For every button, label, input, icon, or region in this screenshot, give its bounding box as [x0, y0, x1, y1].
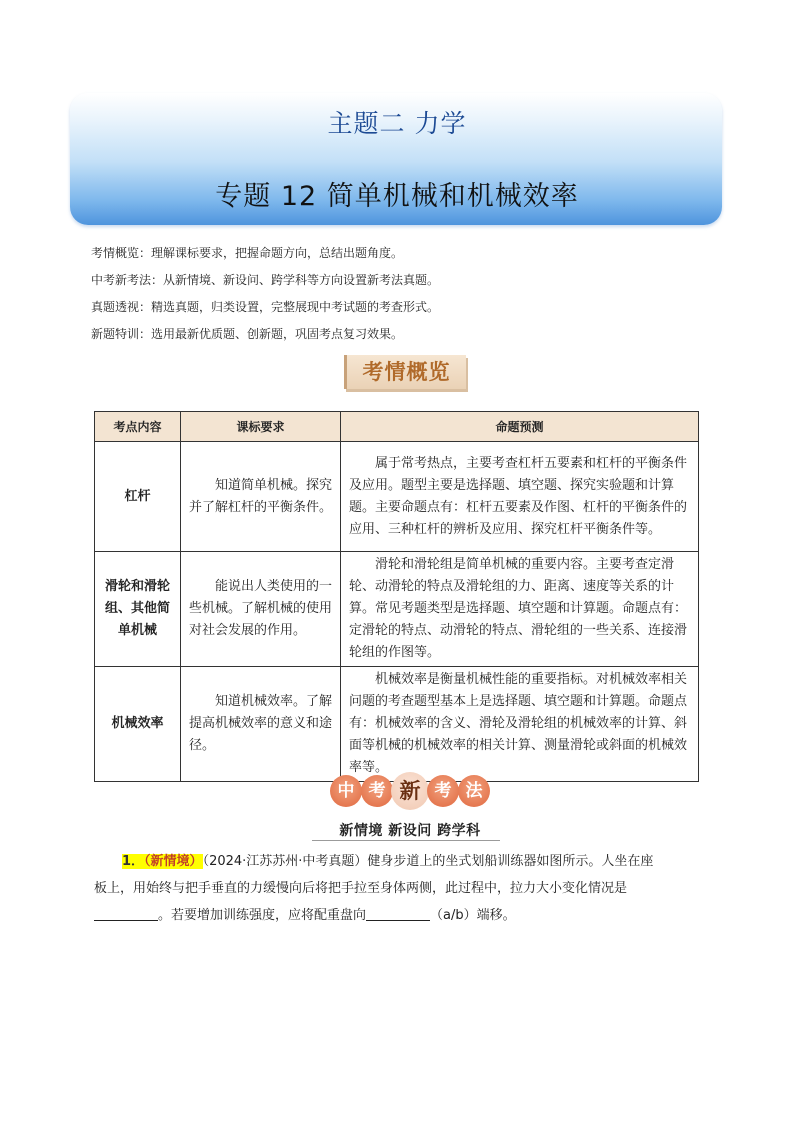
intro-line-real-questions: 真题透视：精选真题，归类设置，完整展现中考试题的考查形式。 [91, 300, 440, 314]
table-header-row [95, 412, 699, 442]
question-line [94, 848, 702, 875]
topic-cell: 机械效率 [95, 667, 181, 782]
prediction-cell: 滑轮和滑轮组是简单机械的重要内容。主要考查定滑轮、动滑轮的特点及滑轮组的力、距离、速度等关系的计算。常见考题类型是选择题、填空题和计算题。命题点有：定滑轮的特点、动滑轮的特点、滑轮组的一些关系、连接滑轮组的作图等。 [341, 552, 699, 667]
prediction-cell: 机械效率是衡量机械性能的重要指标。对机械效率相关问题的考查题型基本上是选择题、填空题和计算题。命题点有：机械效率的含义、滑轮及滑轮组的机械效率的计算、斜面等机械的机械效率的相关计算、测量滑轮或斜面的机械效率等。 [341, 667, 699, 782]
topic-cell: 滑轮和滑轮组、其他简单机械 [95, 552, 181, 667]
topic-title: 专题 12 简单机械和机械效率 [215, 181, 579, 212]
theme-title: 主题二 力学 [327, 109, 467, 138]
intro-line-new-methods: 中考新考法：从新情境、新设问、跨学科等方向设置新考法真题。 [91, 273, 440, 287]
heading-char-kao-2: 考 [427, 775, 459, 807]
header-topic: 考点内容 [95, 412, 181, 442]
intro-line-new-training: 新题特训：选用最新优质题、创新题，巩固考点复习效果。 [91, 327, 404, 341]
requirement-cell: 能说出人类使用的一些机械。了解机械的使用对社会发展的作用。 [181, 552, 341, 667]
requirement-cell: 知道机械效率。了解提高机械效率的意义和途径。 [181, 667, 341, 782]
header-prediction: 命题预测 [341, 412, 699, 442]
question-text-line3a: 。若要增加训练强度，应将配重盘向 [158, 908, 367, 923]
table-row [95, 442, 699, 552]
question-highlight [122, 854, 203, 869]
subtags-divider [312, 840, 500, 841]
new-methods-subtags: 新情境 新设问 跨学科 [339, 823, 481, 839]
question-line [94, 902, 702, 929]
header-requirement: 课标要求 [181, 412, 341, 442]
exam-overview-table [94, 411, 699, 782]
intro-block [91, 240, 711, 348]
heading-char-xin: 新 [391, 772, 429, 810]
topic-cell: 杠杆 [95, 442, 181, 552]
question-text-line3b: （a/b）端移。 [430, 908, 516, 923]
question-tag: （新情境） [144, 854, 203, 869]
answer-blank-1[interactable] [94, 907, 158, 921]
question-text-line1: （2024·江苏苏州·中考真题）健身步道上的坐式划船训练器如图所示。人坐在座 [202, 854, 654, 869]
heading-char-zhong: 中 [330, 775, 362, 807]
table-row [95, 667, 699, 782]
question-text-line2: 板上，用始终与把手垂直的力缓慢向后将把手拉至身体两侧，此过程中，拉力大小变化情况是 [94, 881, 628, 896]
heading-char-fa: 法 [458, 775, 490, 807]
question-number: 1． [122, 854, 145, 869]
table-row [95, 552, 699, 667]
new-methods-heading [330, 775, 490, 809]
intro-line-overview: 考情概览：理解课标要求，把握命题方向，总结出题角度。 [91, 246, 404, 260]
section-tag-exam-overview: 考情概览 [344, 355, 466, 389]
prediction-cell: 属于常考热点，主要考查杠杆五要素和杠杆的平衡条件及应用。题型主要是选择题、填空题、探究实验题和计算题。主要命题点有：杠杆五要素及作图、杠杆的平衡条件的应用、三种杠杆的辨析及应用、探究杠杆平衡条件等。 [341, 442, 699, 552]
heading-char-kao: 考 [361, 775, 393, 807]
requirement-cell: 知道简单机械。探究并了解杠杆的平衡条件。 [181, 442, 341, 552]
answer-blank-2[interactable] [366, 907, 430, 921]
question-1 [94, 848, 702, 929]
